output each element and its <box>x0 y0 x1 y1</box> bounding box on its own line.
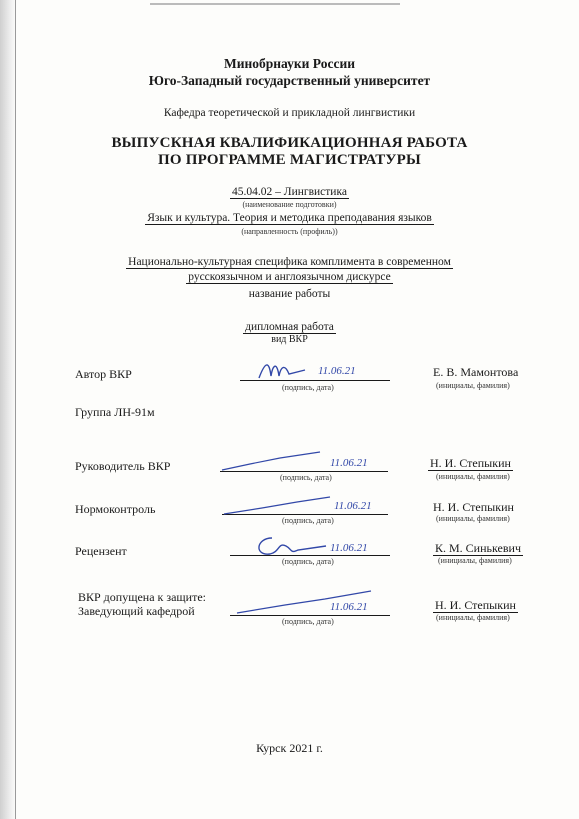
admission-sign-caption: (подпись, дата) <box>282 617 334 626</box>
work-topic-line2: русскоязычном и англоязычном дискурсе <box>188 271 391 283</box>
author-sign-caption: (подпись, дата) <box>282 383 334 392</box>
reviewer-signature <box>250 532 330 560</box>
program-profile-caption: (направленность (профиль)) <box>241 227 338 236</box>
program-code-caption: (наименование подготовки) <box>242 200 337 209</box>
supervisor-name: Н. И. Степыкин <box>430 456 511 470</box>
work-type: дипломная работа <box>245 321 334 333</box>
reviewer-sign-caption: (подпись, дата) <box>282 557 334 566</box>
document-title-line2: ПО ПРОГРАММЕ МАГИСТРАТУРЫ <box>158 152 421 168</box>
supervisor-signature <box>220 448 330 474</box>
author-signature <box>255 356 315 384</box>
normcontrol-signature <box>222 494 332 518</box>
admission-name: Н. И. Степыкин <box>435 598 516 612</box>
admission-label: ВКР допущена к защите: <box>78 590 206 604</box>
program-profile: Язык и культура. Теория и методика преподавания языков <box>147 212 432 224</box>
normcontrol-name: Н. И. Степыкин <box>433 500 514 514</box>
binding-shadow <box>0 0 16 819</box>
author-label: Автор ВКР <box>75 367 132 381</box>
author-name-caption: (инициалы, фамилия) <box>436 381 510 390</box>
supervisor-label: Руководитель ВКР <box>75 459 171 473</box>
group-label: Группа ЛН-91м <box>75 405 155 419</box>
department: Кафедра теоретической и прикладной лингвистики <box>163 107 416 119</box>
scan-mark <box>150 3 400 5</box>
program-code: 45.04.02 – Лингвистика <box>232 186 347 198</box>
work-topic-caption: название работы <box>248 288 331 300</box>
reviewer-name-caption: (инициалы, фамилия) <box>438 556 512 565</box>
normcontrol-label: Нормоконтроль <box>75 502 156 516</box>
admission-date: 11.06.21 <box>330 601 368 613</box>
university: Юго-Западный государственный университет <box>148 73 431 88</box>
normcontrol-date: 11.06.21 <box>334 500 372 512</box>
work-type-caption: вид ВКР <box>271 334 308 345</box>
normcontrol-sign-caption: (подпись, дата) <box>282 516 334 525</box>
work-topic-line1: Национально-культурная специфика комплимента в современном <box>128 256 451 268</box>
supervisor-sign-caption: (подпись, дата) <box>280 473 332 482</box>
admission-name-caption: (инициалы, фамилия) <box>436 613 510 622</box>
reviewer-name: К. М. Синькевич <box>435 541 521 555</box>
reviewer-date: 11.06.21 <box>330 542 368 554</box>
author-name: Е. В. Мамонтова <box>433 365 519 379</box>
reviewer-label: Рецензент <box>75 544 127 558</box>
binding-edge <box>15 0 16 819</box>
normcontrol-name-caption: (инициалы, фамилия) <box>436 514 510 523</box>
author-date: 11.06.21 <box>318 365 356 377</box>
ministry: Минобрнауки России <box>223 56 356 71</box>
supervisor-date: 11.06.21 <box>330 457 368 469</box>
document-title-line1: ВЫПУСКНАЯ КВАЛИФИКАЦИОННАЯ РАБОТА <box>111 135 468 151</box>
city-year: Курск 2021 г. <box>256 741 323 755</box>
head-of-department-label: Заведующий кафедрой <box>78 604 195 618</box>
supervisor-name-caption: (инициалы, фамилия) <box>436 472 510 481</box>
